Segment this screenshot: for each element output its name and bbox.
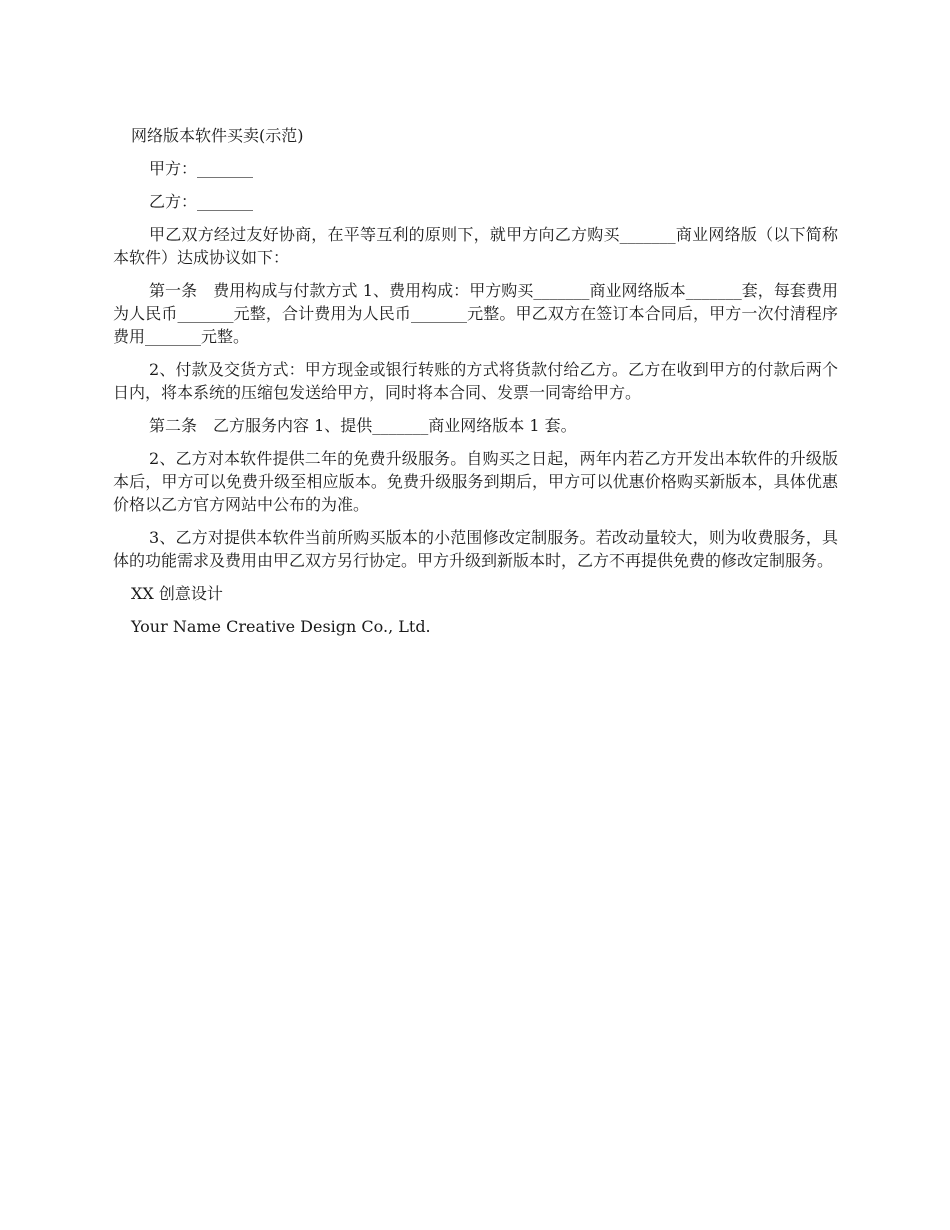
article-2-paragraph-2: 2、乙方对本软件提供二年的免费升级服务。自购买之日起，两年内若乙方开发出本软件的升级版本后，甲方可以免费升级至相应版本。免费升级服务到期后，甲方可以优惠价格购买新版本，具体优惠价格以乙方官方网站中公布的为准。 <box>113 449 838 514</box>
article-2-paragraph-1: 第二条 乙方服务内容 1、提供_______商业网络版本 1 套。 <box>149 416 577 435</box>
article-1-paragraph-1: 第一条 费用构成与付款方式 1、费用构成：甲方购买_______商业网络版本_______套，每套费用为人民币_______元整，合计费用为人民币_______元整。甲乙双方在签订本合同后，甲方一次付清程序费用_______元整。 <box>113 281 838 346</box>
company-name-en: Your Name Creative Design Co., Ltd. <box>131 617 431 636</box>
intro-paragraph: 甲乙双方经过友好协商，在平等互利的原则下，就甲方向乙方购买_______商业网络版（以下简称本软件）达成协议如下： <box>113 225 838 267</box>
article-2-paragraph-3: 3、乙方对提供本软件当前所购买版本的小范围修改定制服务。若改动量较大，则为收费服务，具体的功能需求及费用由甲乙双方另行协定。甲方升级到新版本时，乙方不再提供免费的修改定制服务。 <box>113 528 838 570</box>
company-name-cn: XX 创意设计 <box>131 584 223 603</box>
document-body <box>113 124 838 648</box>
party-b-line: 乙方：_______ <box>149 192 254 211</box>
document-title: 网络版本软件买卖(示范) <box>131 126 304 145</box>
party-a-line: 甲方：_______ <box>149 159 254 178</box>
article-1-paragraph-2: 2、付款及交货方式：甲方现金或银行转账的方式将货款付给乙方。乙方在收到甲方的付款后两个日内，将本系统的压缩包发送给甲方，同时将本合同、发票一同寄给甲方。 <box>113 360 838 402</box>
